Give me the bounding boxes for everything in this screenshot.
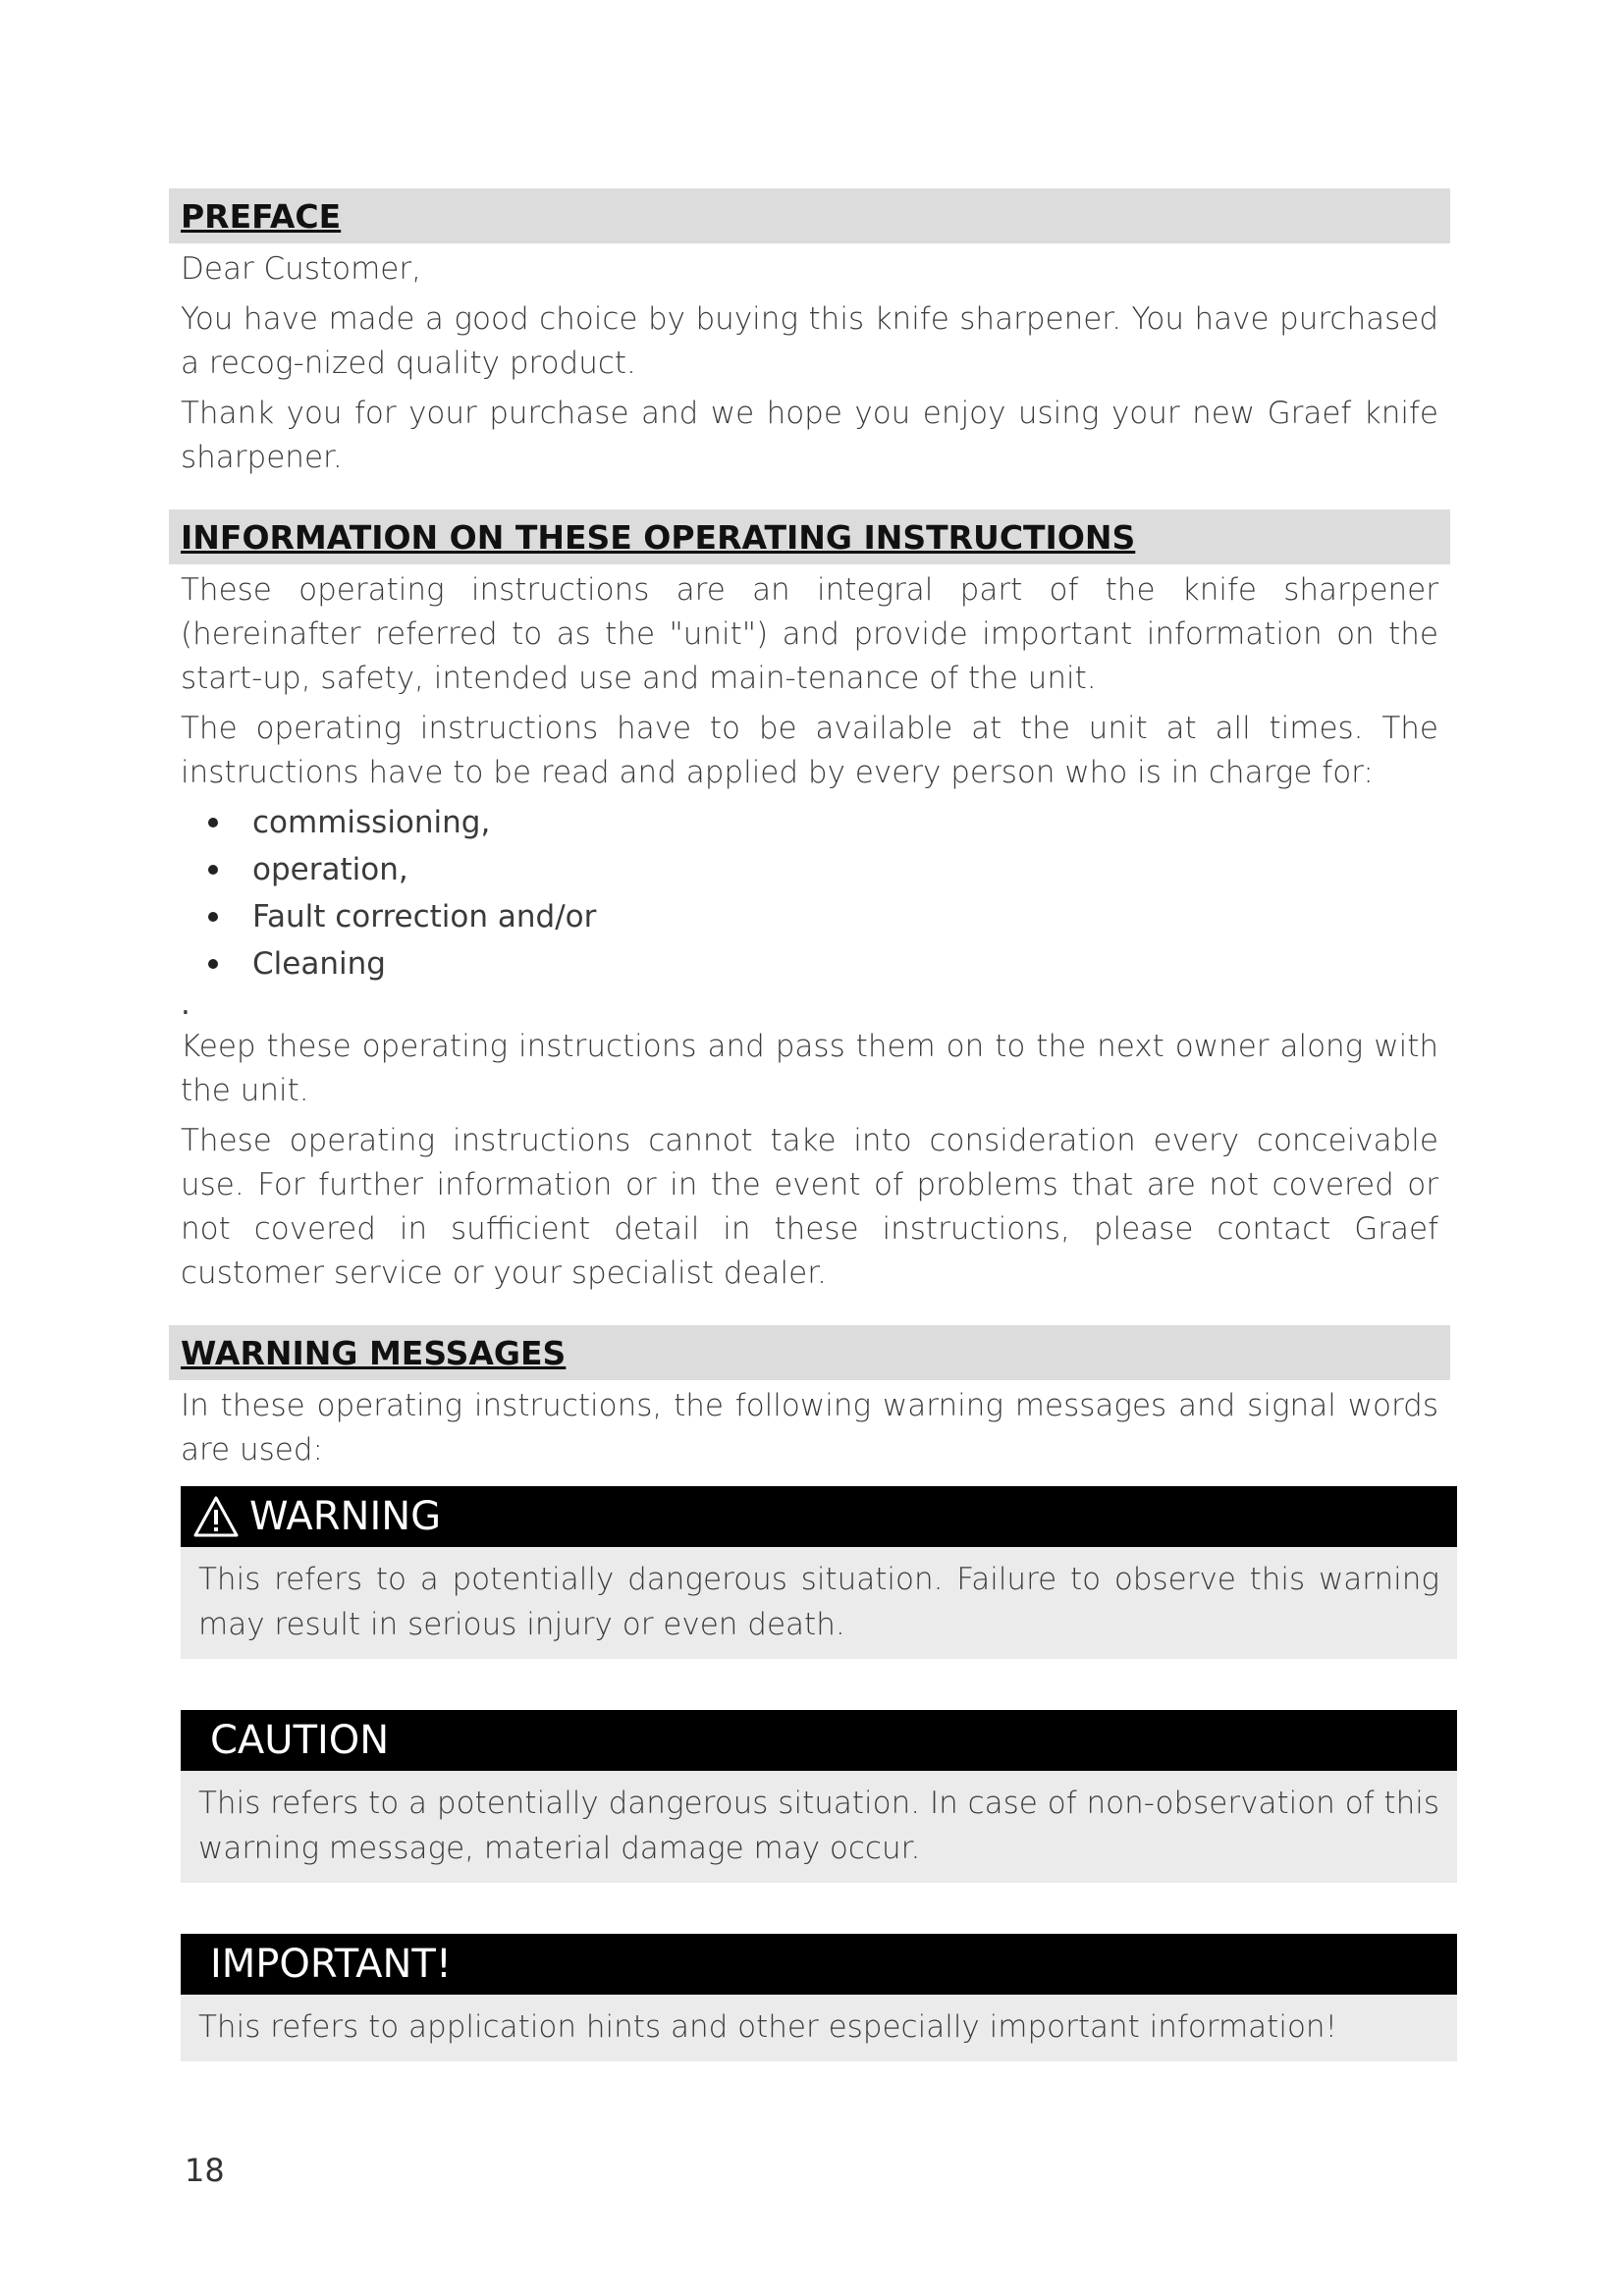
warning-notice-text: This refers to a potentially dangerous situation. Failure to observe this warning may result in serious injury or even death. [181, 1547, 1457, 1659]
list-item: commissioning, [208, 799, 1450, 846]
list-item: Fault correction and/or [208, 893, 1450, 940]
preface-section [169, 188, 1450, 480]
warnings-intro: In these operating instructions, the following warning messages and signal words are used: [181, 1388, 1438, 1468]
list-item: operation, [208, 846, 1450, 893]
bullet-icon [208, 912, 218, 922]
list-item: Cleaning [208, 940, 1450, 988]
preface-greeting: Dear Customer, [181, 251, 421, 287]
important-notice-header [181, 1934, 1457, 1995]
important-notice [181, 1934, 1457, 2061]
warnings-section [169, 1325, 1450, 2061]
info-paragraph: These operating instructions are an integral part of the knife sharpener (hereinafter referred to as the "unit") and provide important information on the start-up, safety, intended use and main-tenance of the unit. [181, 572, 1438, 696]
caution-label: CAUTION [210, 1718, 390, 1763]
bullet-icon [208, 959, 218, 969]
page-content [169, 188, 1450, 2091]
warning-notice [181, 1486, 1457, 1659]
important-notice-text: This refers to application hints and other especially important information! [181, 1995, 1457, 2061]
stray-dot: . [181, 987, 190, 1022]
preface-heading: PREFACE [169, 188, 1450, 243]
info-paragraph: The operating instructions have to be available at the unit at all times. The instructions have to be read and applied by every person who is in charge for: [181, 711, 1438, 790]
warnings-heading: WARNING MESSAGES [169, 1325, 1450, 1380]
info-paragraph: These operating instructions cannot take into consideration every conceivable use. For further information or in the event of problems that are not covered or not covered in sufficient detail in these instructions, please contact Graef customer service or your specialist dealer. [181, 1123, 1438, 1291]
warning-notice-header [181, 1486, 1457, 1547]
warning-label: WARNING [249, 1494, 442, 1539]
warning-triangle-icon [192, 1495, 240, 1538]
caution-notice-header [181, 1710, 1457, 1771]
responsibility-list [169, 799, 1450, 988]
info-heading: INFORMATION ON THESE OPERATING INSTRUCTIONS [169, 509, 1450, 564]
bullet-icon [208, 818, 218, 828]
info-section [169, 509, 1450, 1296]
caution-notice [181, 1710, 1457, 1883]
important-label: IMPORTANT! [210, 1942, 452, 1987]
caution-notice-text: This refers to a potentially dangerous situation. In case of non-observation of this warning message, material damage may occur. [181, 1771, 1457, 1883]
preface-paragraph: Thank you for your purchase and we hope you enjoy using your new Graef knife sharpener. [181, 396, 1438, 475]
page-number: 18 [185, 2152, 225, 2189]
preface-paragraph: You have made a good choice by buying this knife sharpener. You have purchased a recog-nized quality product. [181, 301, 1438, 381]
info-paragraph: Keep these operating instructions and pass them on to the next owner along with the unit. [181, 1029, 1438, 1108]
bullet-icon [208, 865, 218, 875]
